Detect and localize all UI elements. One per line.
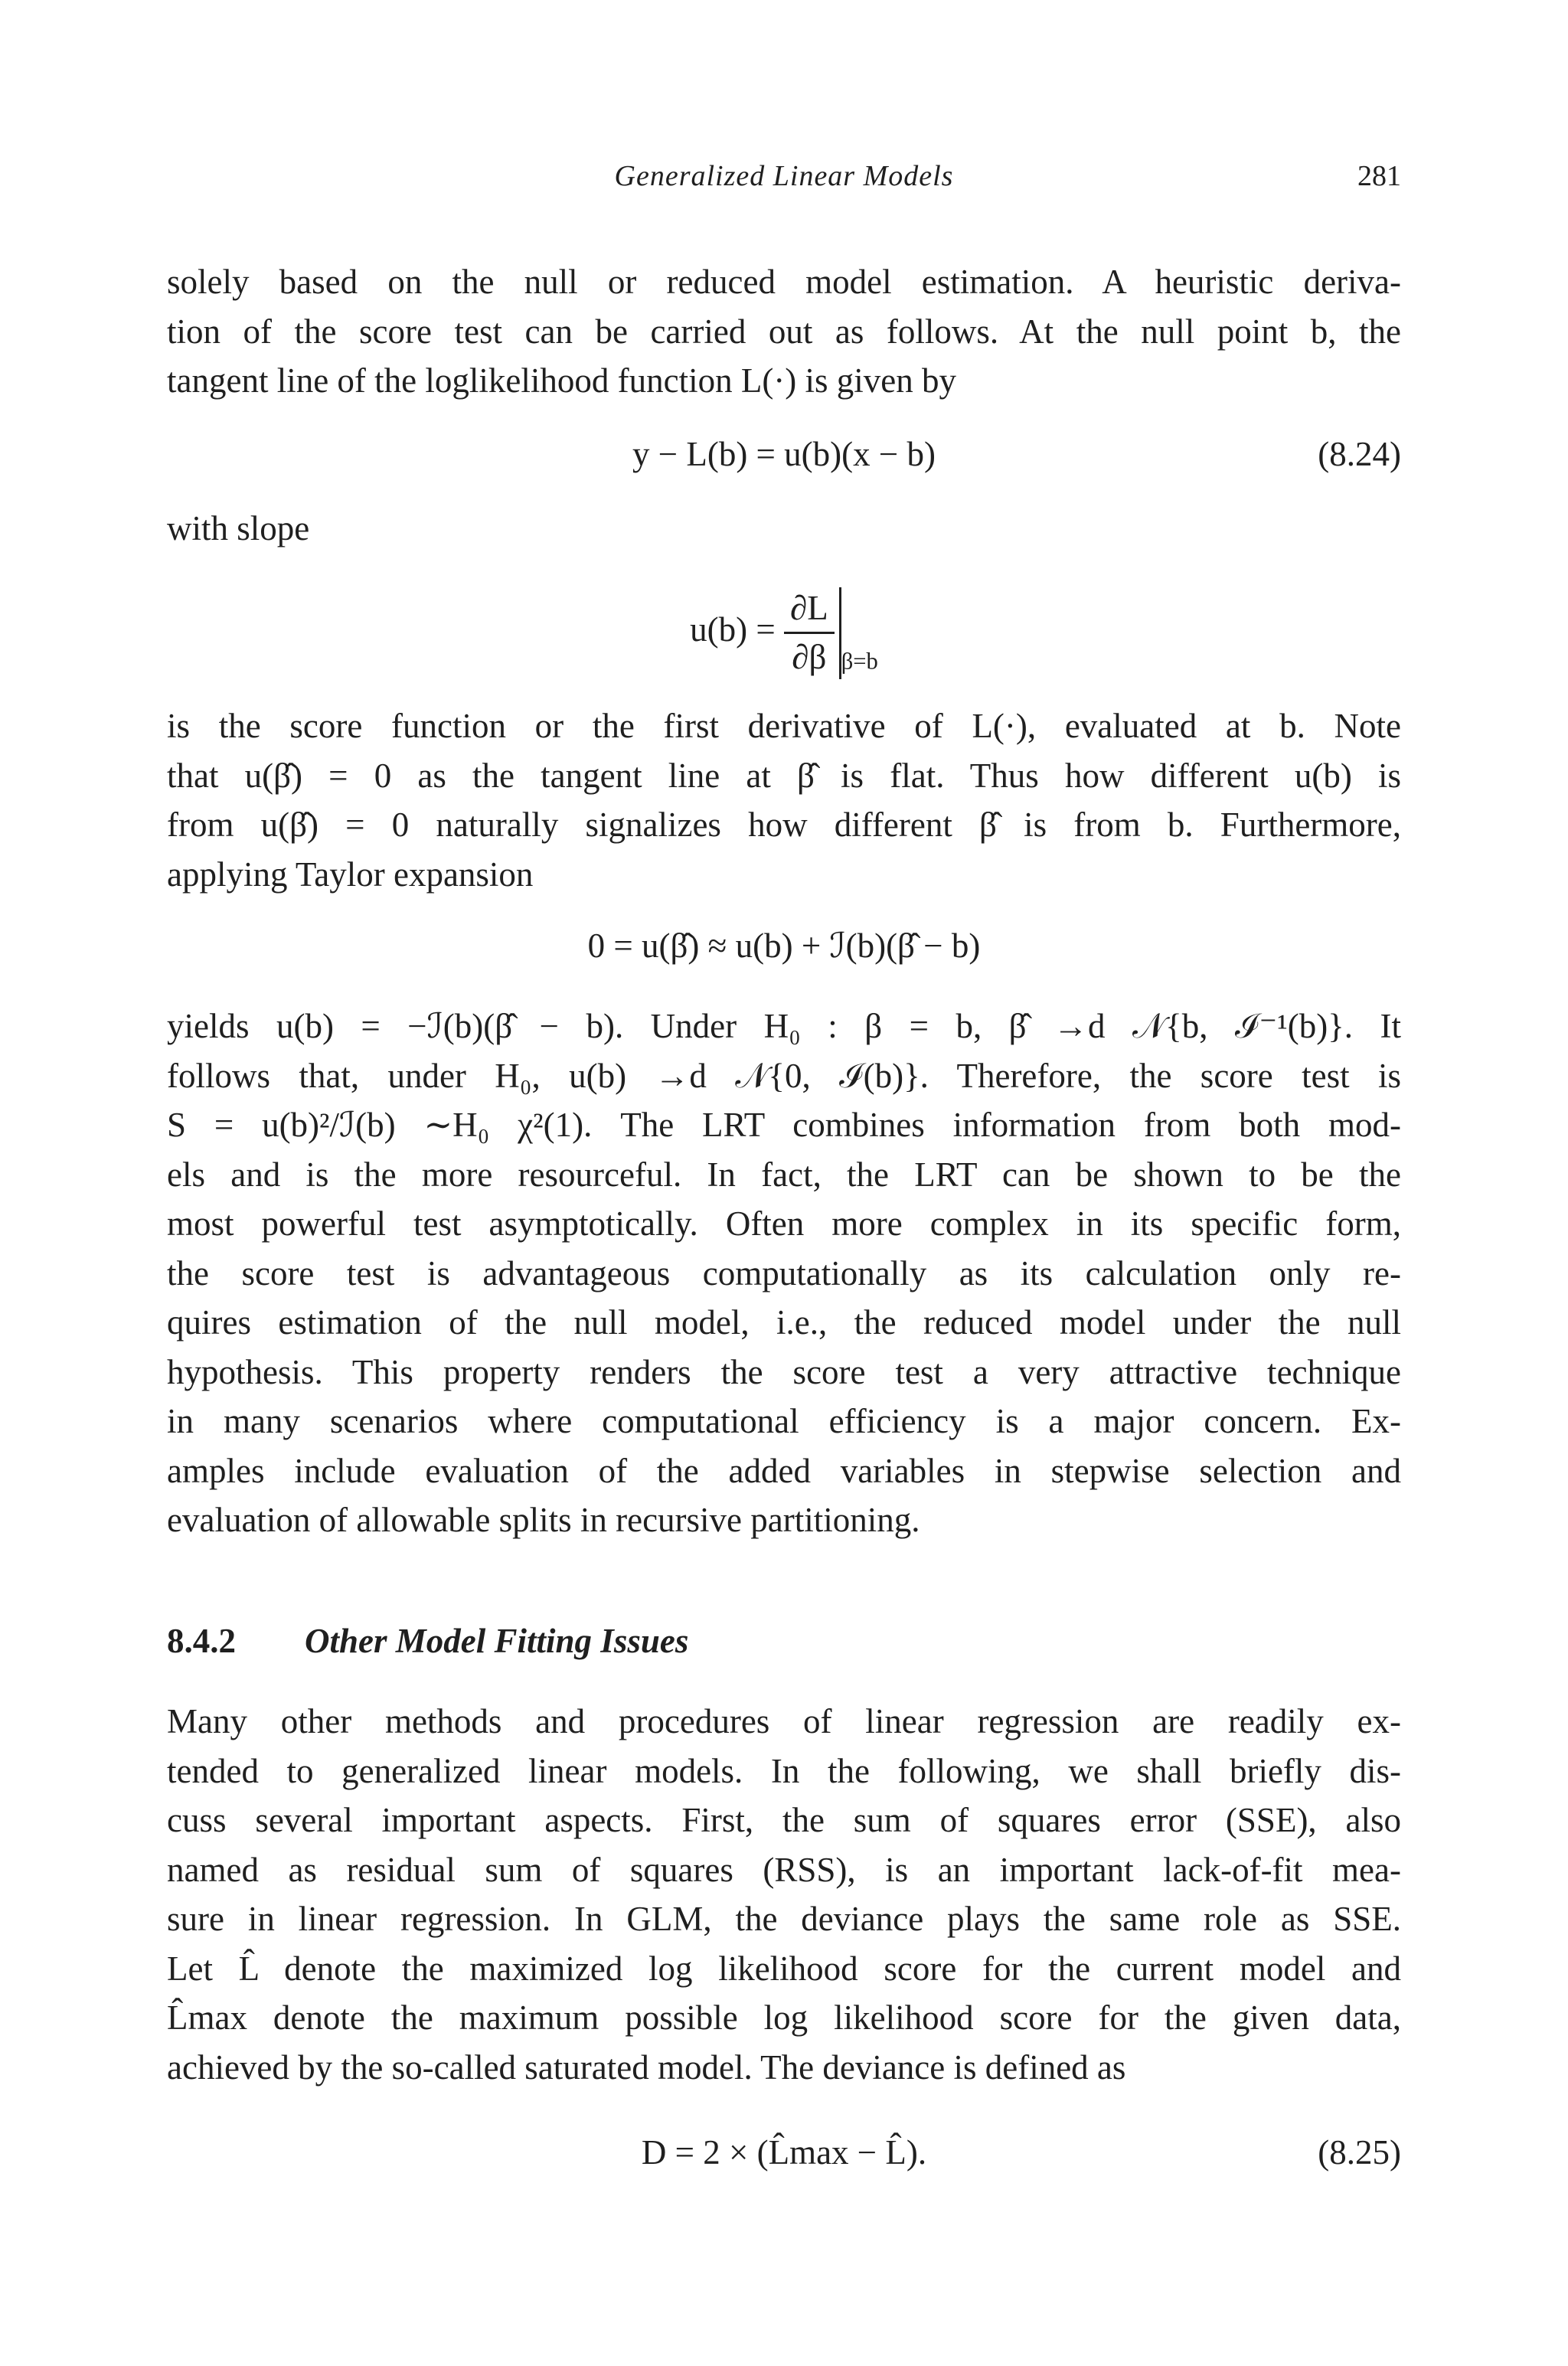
text-line: tion of the score test can be carried out as follows. At the null point b, the — [167, 312, 1401, 351]
equation-number: (8.25) — [1318, 2133, 1401, 2172]
page-number: 281 — [1357, 160, 1401, 192]
text-line: evaluation of allowable splits in recursive partitioning. — [167, 1501, 920, 1539]
running-head — [167, 159, 1401, 198]
text-line: amples include evaluation of the added variables in stepwise selection and — [167, 1451, 1401, 1490]
text-line: Many other methods and procedures of linear regression are readily ex- — [167, 1702, 1401, 1740]
equation-body — [167, 568, 1401, 723]
text-line: with slope — [167, 509, 310, 547]
text-line: solely based on the null or reduced model estimation. A heuristic deriva- — [167, 263, 1401, 301]
text-line: is the score function or the first derivative of L(·), evaluated at b. Note — [167, 707, 1401, 745]
text-line: L̂max denote the maximum possible log likelihood score for the given data, — [167, 1998, 1401, 2037]
text-line: in many scenarios where computational efficiency is a major concern. Ex- — [167, 1402, 1401, 1440]
section-heading — [167, 1614, 688, 1668]
text-line: cuss several important aspects. First, the sum of squares error (SSE), also — [167, 1801, 1401, 1839]
section-title: Other Model Fitting Issues — [305, 1622, 689, 1660]
text-line: S = u(b)²/ℐ(b) ∼H₀ χ²(1). The LRT combines information from both mod- — [167, 1106, 1401, 1144]
text-line: quires estimation of the null model, i.e., the reduced model under the null — [167, 1303, 1401, 1341]
text-line: Let L̂ denote the maximized log likelihood score for the current model and — [167, 1949, 1401, 1988]
text-line: that u(β̂) = 0 as the tangent line at β̂ is flat. Thus how different u(b) is — [167, 756, 1401, 795]
equation-number: (8.24) — [1318, 435, 1401, 473]
partial-derivative-fraction — [784, 590, 835, 677]
text-line: follows that, under H₀, u(b) →d 𝒩{0, ℐ(b)}. Therefore, the score test is — [167, 1056, 1401, 1095]
equation-8-25 — [167, 2126, 1401, 2179]
paragraph-model-fitting — [167, 1697, 1401, 2092]
paragraph-score-test — [167, 1002, 1401, 1545]
equation-body: y − L(b) = u(b)(x − b) — [632, 435, 936, 473]
text-line: achieved by the so-called saturated model. The deviance is defined as — [167, 2047, 1126, 2087]
paragraph-intro — [167, 257, 1401, 406]
text-line: applying Taylor expansion — [167, 855, 534, 894]
fraction-denominator: ∂β — [792, 638, 827, 677]
paragraph-score-function — [167, 701, 1401, 899]
section-number: 8.4.2 — [167, 1622, 236, 1660]
text-line: els and is the more resourceful. In fact, the LRT can be shown to be the — [167, 1155, 1401, 1194]
text-line: hypothesis. This property renders the score test a very attractive technique — [167, 1352, 1401, 1391]
text-line: most powerful test asymptotically. Often more complex in its specific form, — [167, 1204, 1401, 1243]
equation-body: D = 2 × (L̂max − L̂). — [641, 2133, 927, 2172]
text-line: sure in linear regression. In GLM, the deviance plays the same role as SSE. — [167, 1900, 1401, 1938]
text-line: tended to generalized linear models. In the following, we shall briefly dis- — [167, 1751, 1401, 1790]
fraction-numerator: ∂L — [784, 590, 835, 635]
equation-8-24 — [167, 427, 1401, 481]
text-line: the score test is advantageous computationally as its calculation only re- — [167, 1253, 1401, 1292]
evaluation-point: β=b — [841, 648, 878, 675]
text-line: from u(β̂) = 0 naturally signalizes how different β̂ is from b. Furthermore, — [167, 806, 1401, 844]
text-line: tangent line of the loglikelihood function L(·) is given by — [167, 361, 957, 400]
with-slope-text — [167, 504, 1401, 554]
text-line: yields u(b) = −ℐ(b)(β̂ − b). Under H₀ : β = b, β̂ →d 𝒩{b, ℐ⁻¹(b)}. It — [167, 1007, 1401, 1045]
taylor-expansion-equation — [167, 919, 1401, 972]
equation-body: 0 = u(β̂) ≈ u(b) + ℐ(b)(β̂ − b) — [587, 926, 981, 965]
score-lhs: u(b) = — [690, 610, 776, 649]
running-title: Generalized Linear Models — [614, 160, 954, 192]
text-line: named as residual sum of squares (RSS), is an important lack-of-fit mea- — [167, 1850, 1401, 1889]
score-function-equation — [167, 568, 1401, 691]
